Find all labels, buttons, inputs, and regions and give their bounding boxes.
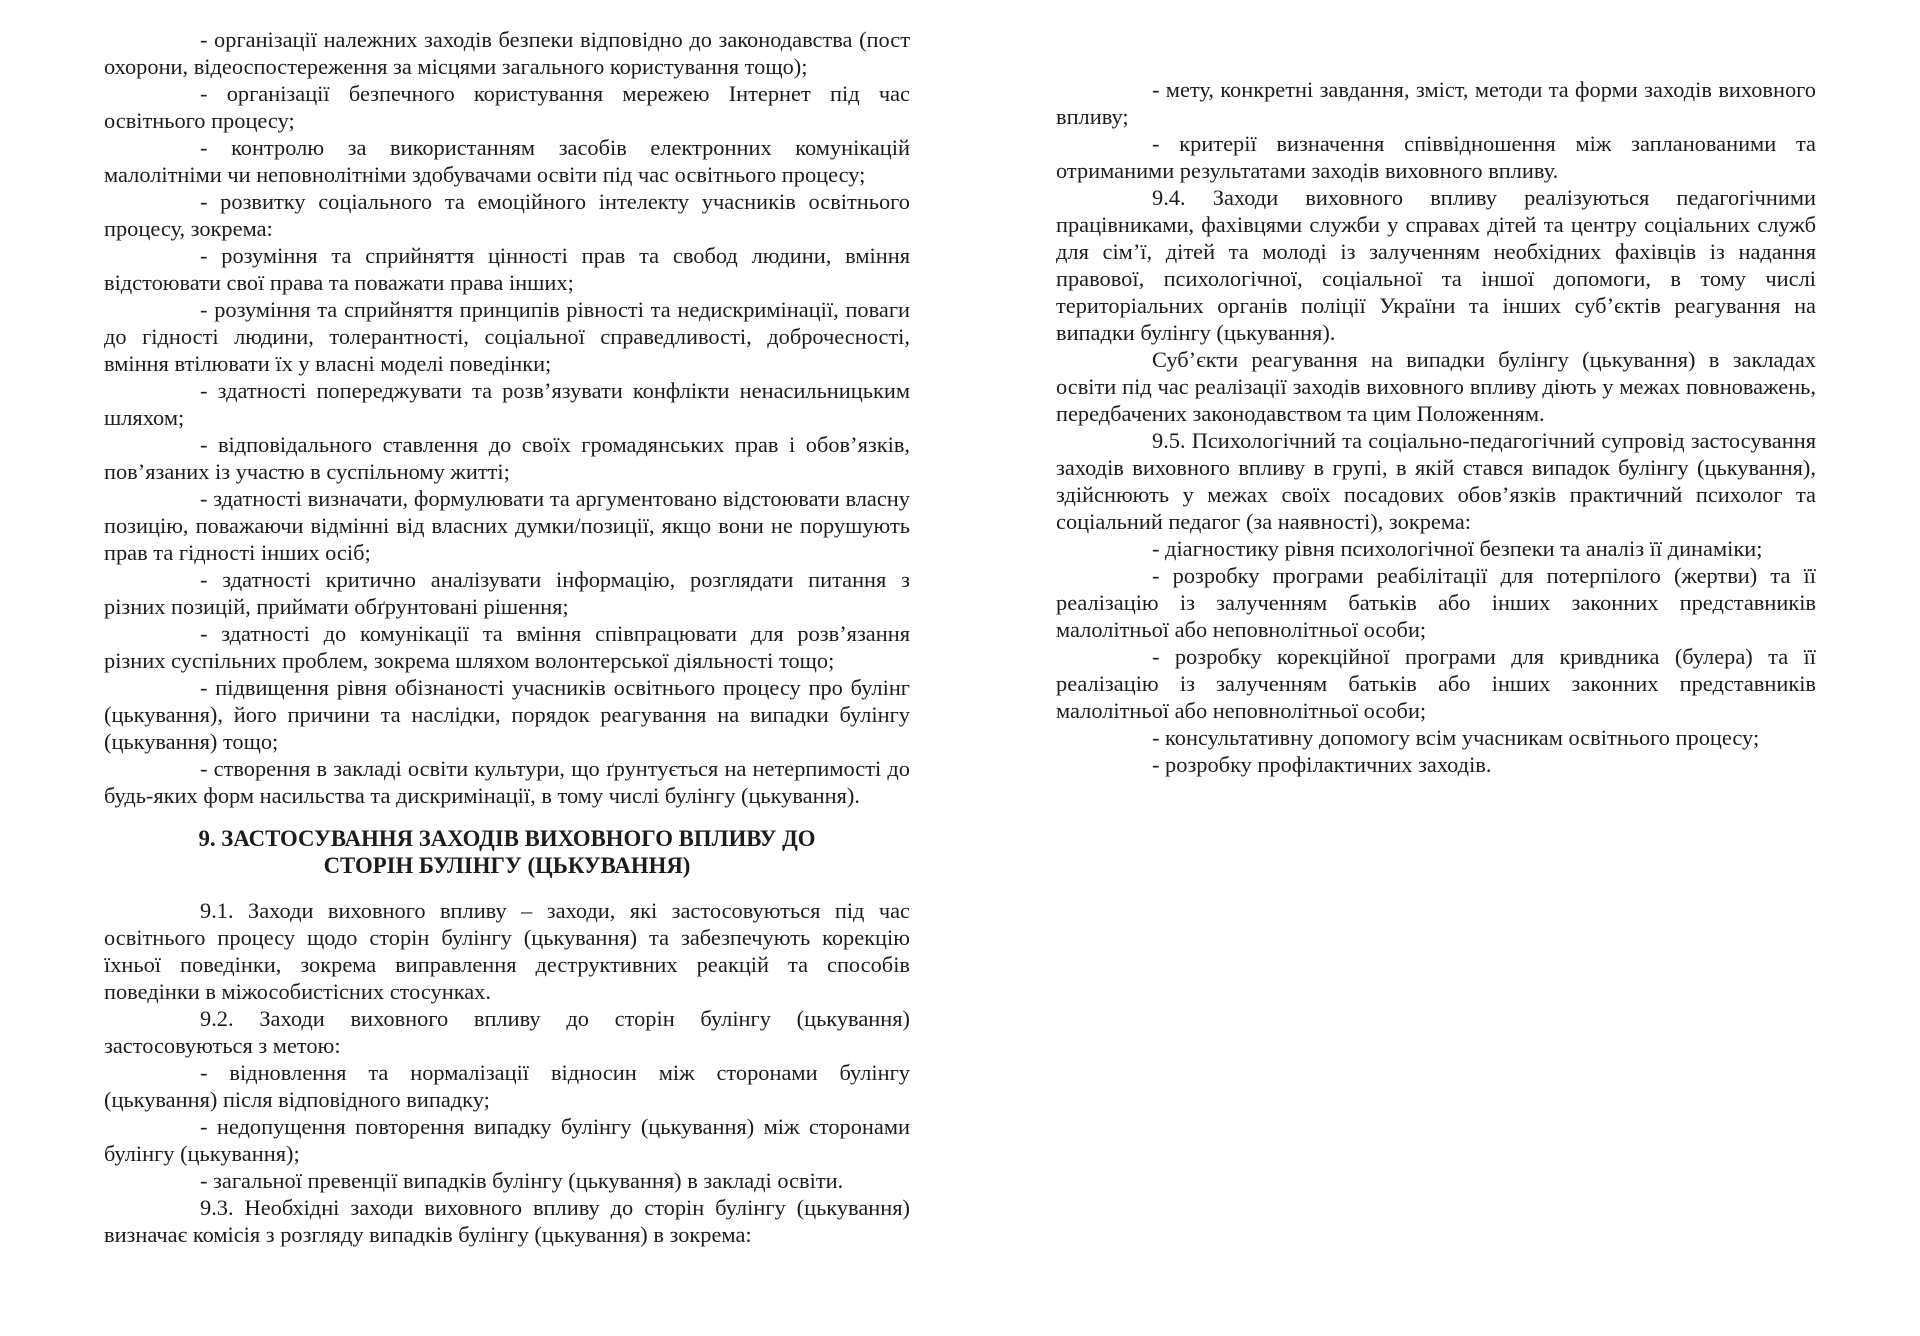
- list-item: - розробку профілактичних заходів.: [1152, 752, 1492, 777]
- clause-9-1: 9.1. Заходи виховного впливу – заходи, які застосовуються під час освітнього процесу щодо сторін булінгу (цькування) та забезпечують корекцію їхньої поведінки, зокрема виправлення деструктивних реакцій та способів поведінки в міжособистісних стосунках.: [104, 898, 910, 1004]
- list-item: - критерії визначення співвідношення між запланованими та отриманими результатами заходів виховного впливу.: [1056, 131, 1816, 183]
- list-item: - організації належних заходів безпеки відповідно до законодавства (пост охорони, відеоспостереження за місцями загального користування тощо);: [104, 27, 910, 79]
- list-item: - здатності до комунікації та вміння співпрацювати для розв’язання різних суспільних проблем, зокрема шляхом волонтерської діяльності тощо;: [104, 621, 910, 673]
- list-item: - мету, конкретні завдання, зміст, методи та форми заходів виховного впливу;: [1056, 77, 1816, 129]
- list-item: - розуміння та сприйняття принципів рівності та недискримінації, поваги до гідності людини, толерантності, соціальної справедливості, доброчесності, вміння втілювати їх у власні моделі поведінки;: [104, 297, 910, 376]
- list-item: - розробку програми реабілітації для потерпілого (жертви) та її реалізацію із залученням батьків або інших законних представників малолітньої або неповнолітньої особи;: [1056, 563, 1816, 642]
- list-item: - здатності визначати, формулювати та аргументовано відстоювати власну позицію, поважаючи відмінні від власних думки/позиції, якщо вони не порушують прав та гідності інших осіб;: [104, 486, 910, 565]
- list-item: - розвитку соціального та емоційного інтелекту учасників освітнього процесу, зокрема:: [104, 189, 910, 241]
- section-9-heading: 9. ЗАСТОСУВАННЯ ЗАХОДІВ ВИХОВНОГО ВПЛИВУ ДО СТОРІН БУЛІНГУ (ЦЬКУВАННЯ): [198, 826, 816, 878]
- list-item: - консультативну допомогу всім учасникам освітнього процесу;: [1152, 725, 1760, 750]
- list-item: - контролю за використанням засобів електронних комунікацій малолітніми чи неповнолітніми здобувачами освіти під час освітнього процесу;: [104, 135, 910, 187]
- list-item: - здатності критично аналізувати інформацію, розглядати питання з різних позицій, приймати обґрунтовані рішення;: [104, 567, 910, 619]
- page-right-column: [1056, 76, 1816, 778]
- list-item: - організації безпечного користування мережею Інтернет під час освітнього процесу;: [104, 81, 910, 133]
- list-item: - відновлення та нормалізації відносин між сторонами булінгу (цькування) після відповідного випадку;: [104, 1060, 910, 1112]
- list-item: - відповідального ставлення до своїх громадянських прав і обов’язків, пов’язаних із участю в суспільному житті;: [104, 432, 910, 484]
- clause-9-5: 9.5. Психологічний та соціально-педагогічний супровід застосування заходів виховного впливу в групі, в якій стався випадок булінгу (цькування), здійснюють у межах своїх посадових обов’язків практичний психолог та соціальний педагог (за наявності), зокрема:: [1056, 428, 1816, 534]
- list-item: - здатності попереджувати та розв’язувати конфлікти ненасильницьким шляхом;: [104, 378, 910, 430]
- list-item: - створення в закладі освіти культури, що ґрунтується на нетерпимості до будь-яких форм насильства та дискримінації, в тому числі булінгу (цькування).: [104, 756, 910, 808]
- clause-9-4: 9.4. Заходи виховного впливу реалізуються педагогічними працівниками, фахівцями служби у справах дітей та центру соціальних служб для сім’ї, дітей та молоді із залученням необхідних фахівців із надання правової, психологічної, соціальної та іншої допомоги, в тому числі територіальних органів поліції України та інших суб’єктів реагування на випадки булінгу (цькування).: [1056, 185, 1816, 345]
- clause-9-3: 9.3. Необхідні заходи виховного впливу до сторін булінгу (цькування) визначає комісія з розгляду випадків булінгу (цькування) в зокрема:: [104, 1195, 910, 1247]
- clause-9-2: 9.2. Заходи виховного впливу до сторін булінгу (цькування) застосовуються з метою:: [104, 1006, 910, 1058]
- subjects-paragraph: Суб’єкти реагування на випадки булінгу (цькування) в закладах освіти під час реалізації заходів виховного впливу діють у межах повноважень, передбачених законодавством та цим Положенням.: [1056, 347, 1816, 426]
- page-left-column: [104, 26, 910, 1248]
- list-item: - діагностику рівня психологічної безпеки та аналіз її динаміки;: [1152, 536, 1763, 561]
- list-item: - розуміння та сприйняття цінності прав та свобод людини, вміння відстоювати свої права та поважати права інших;: [104, 243, 910, 295]
- list-item: - недопущення повторення випадку булінгу (цькування) між сторонами булінгу (цькування);: [104, 1114, 910, 1166]
- list-item: - розробку корекційної програми для кривдника (булера) та її реалізацію із залученням батьків або інших законних представників малолітньої або неповнолітньої особи;: [1056, 644, 1816, 723]
- list-item: - підвищення рівня обізнаності учасників освітнього процесу про булінг (цькування), його причини та наслідки, порядок реагування на випадки булінгу (цькування) тощо;: [104, 675, 910, 754]
- list-item: - загальної превенції випадків булінгу (цькування) в закладі освіти.: [200, 1168, 844, 1193]
